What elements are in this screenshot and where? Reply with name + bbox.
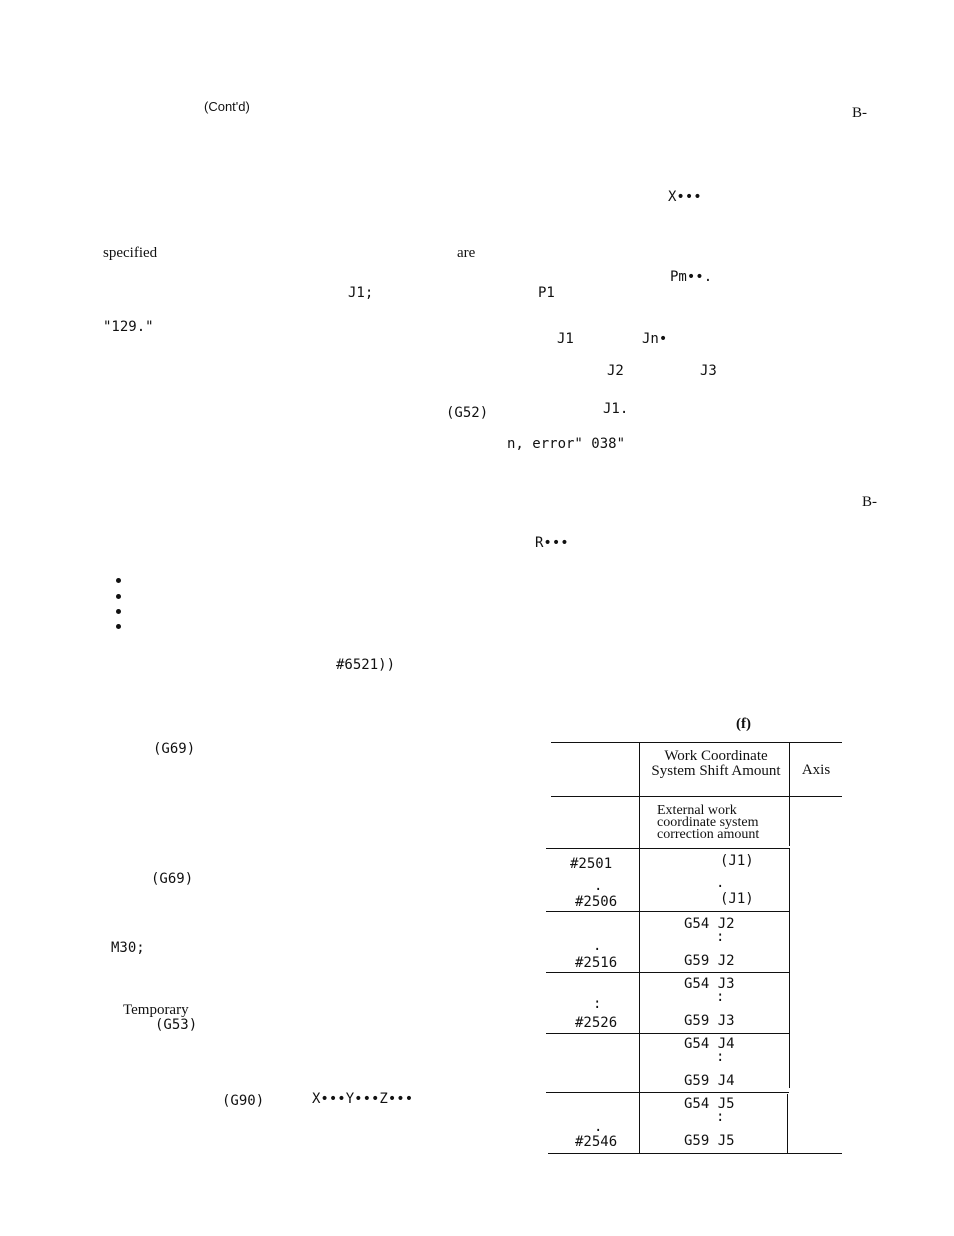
dots-val-4: : xyxy=(716,1049,725,1065)
bullet-4 xyxy=(116,624,121,629)
j3-text: J3 xyxy=(700,363,717,379)
g90-text: (G90) xyxy=(222,1093,265,1109)
table-col-divider-2-mid xyxy=(789,848,790,1088)
x-dots-text: X••• xyxy=(668,189,702,205)
var-6521-text: #6521)) xyxy=(336,657,396,673)
table-rule-bottom xyxy=(548,1153,842,1154)
table-caption: (f) xyxy=(736,716,751,732)
dots-val-3: : xyxy=(716,989,725,1005)
xyz-text: X•••Y•••Z••• xyxy=(312,1091,414,1107)
table-rule-1 xyxy=(546,848,789,849)
bullet-3 xyxy=(116,609,121,614)
val-end-2: G59 J2 xyxy=(684,953,735,969)
pm-dots-text: Pm••. xyxy=(670,269,713,285)
header-axis: Axis xyxy=(801,762,831,778)
section-label-right: B- xyxy=(852,105,867,121)
table-col-divider-1 xyxy=(639,742,640,1153)
table-col-divider-2-bottom xyxy=(787,1094,788,1153)
bullet-1 xyxy=(116,578,121,583)
var-end-3: #2526 xyxy=(575,1015,618,1031)
j1-period-text: J1. xyxy=(603,401,629,417)
table-rule-top xyxy=(551,742,842,743)
p1-text: P1 xyxy=(538,285,555,301)
contd-label: (Cont'd) xyxy=(204,99,250,114)
j2-text: J2 xyxy=(607,363,624,379)
g53-text: (G53) xyxy=(155,1017,198,1033)
table-rule-5 xyxy=(546,1092,789,1093)
dots-val-1: . xyxy=(716,875,725,891)
dots-var-3: : xyxy=(593,996,602,1012)
val-start-4: G54 J4 xyxy=(684,1036,735,1052)
val-end-1: (J1) xyxy=(720,891,754,907)
section-label-b2: B- xyxy=(862,494,877,510)
var-end-2: #2516 xyxy=(575,955,618,971)
val-start-1: (J1) xyxy=(720,853,754,869)
table-rule-4 xyxy=(546,1033,789,1034)
r-dots-text: R••• xyxy=(535,535,569,551)
g52-text: (G52) xyxy=(446,405,489,421)
table-rule-3 xyxy=(546,972,789,973)
are-text: are xyxy=(457,245,476,261)
external-correction-label: External work coordinate system correction amount xyxy=(657,803,760,842)
dots-var-1: . xyxy=(594,878,603,894)
j1-semicolon-text: J1; xyxy=(348,285,374,301)
table-rule-header xyxy=(551,796,842,797)
dots-var-2: . xyxy=(593,938,602,954)
dots-val-2: : xyxy=(716,929,725,945)
code-129-text: "129." xyxy=(103,319,154,335)
dots-val-5: : xyxy=(716,1109,725,1125)
val-end-4: G59 J4 xyxy=(684,1073,735,1089)
error-038-text: n, error" 038" xyxy=(507,436,626,452)
specified-text: specified xyxy=(103,245,158,261)
var-end-5: #2546 xyxy=(575,1134,618,1150)
var-start-1: #2501 xyxy=(570,856,613,872)
bullet-2 xyxy=(116,594,121,599)
val-start-2: G54 J2 xyxy=(684,916,735,932)
table-col-divider-2-top xyxy=(789,742,790,846)
g69-text-b: (G69) xyxy=(151,871,194,887)
temporary-text: Temporary xyxy=(123,1002,189,1018)
val-end-3: G59 J3 xyxy=(684,1013,735,1029)
header-shift-amount: Work Coordinate System Shift Amount xyxy=(651,748,781,779)
val-end-5: G59 J5 xyxy=(684,1133,735,1149)
dots-var-5: . xyxy=(594,1119,603,1135)
g69-text-a: (G69) xyxy=(153,741,196,757)
j1-text: J1 xyxy=(557,331,574,347)
val-start-5: G54 J5 xyxy=(684,1096,735,1112)
var-end-1: #2506 xyxy=(575,894,618,910)
table-rule-2 xyxy=(546,911,789,912)
jn-text: Jn• xyxy=(642,331,668,347)
m30-text: M30; xyxy=(111,940,145,956)
val-start-3: G54 J3 xyxy=(684,976,735,992)
